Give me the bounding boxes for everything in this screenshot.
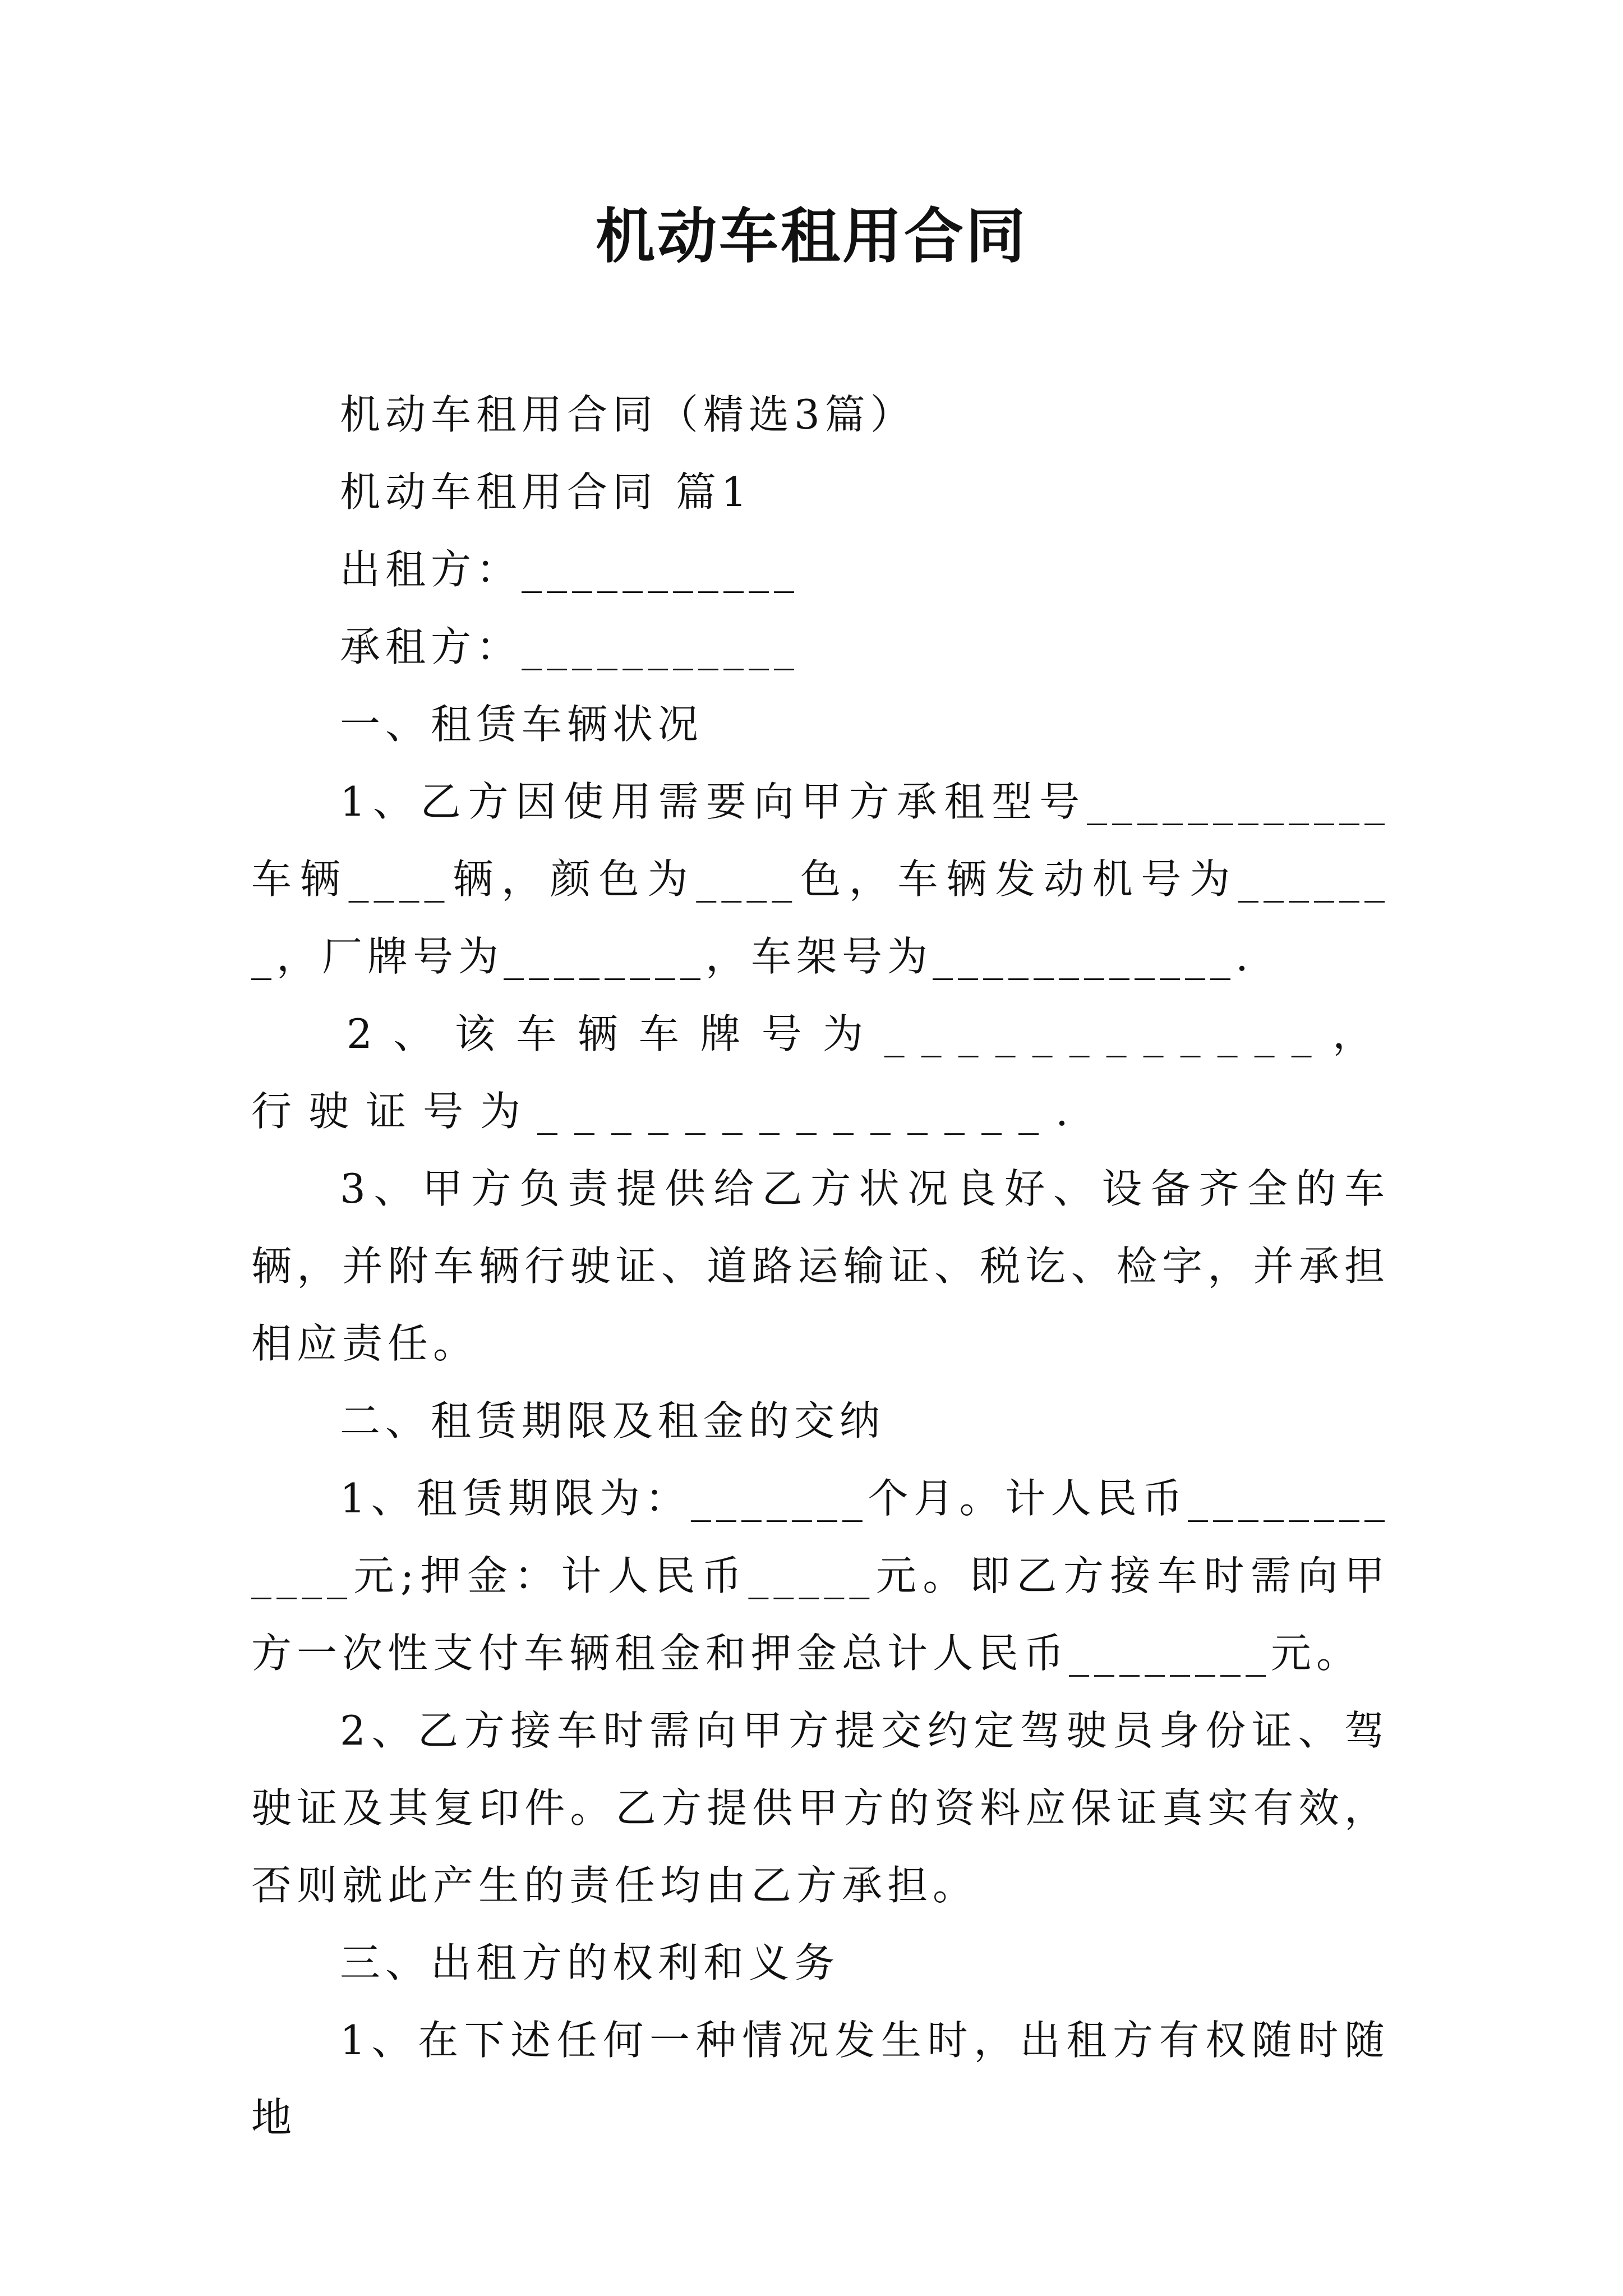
document-title: 机动车租用合同 (596, 202, 1027, 271)
paragraph-part-heading: 机动车租用合同 篇1 (340, 468, 752, 516)
clause-3-1: 1、在下述任何一种情况发生时，出租方有权随时随地 (251, 2017, 1390, 2141)
section-heading-lessor-rights: 三、出租方的权利和义务 (340, 1939, 840, 1986)
paragraph-lessor: 出租方：___________ (340, 546, 800, 593)
paragraph-lessee: 承租方：___________ (340, 623, 800, 670)
document-body (251, 376, 1390, 2156)
section-heading-vehicle: 一、租赁车辆状况 (340, 701, 704, 748)
section-heading-term-rent: 二、租赁期限及租金的交纳 (340, 1397, 886, 1444)
clause-1-3: 3、甲方负责提供给乙方状况良好、设备齐全的车辆，并附车辆行驶证、道路运输证、税讫、检字，并承担相应责任。 (251, 1165, 1390, 1367)
clause-1-1: 1、乙方因使用需要向甲方承租型号____________车辆____辆，颜色为____色，车辆发动机号为_______，厂牌号为________，车架号为____________. (251, 778, 1390, 980)
clause-1-2: 2、该车辆车牌号为____________，行驶证号为______________. (251, 1010, 1390, 1135)
clause-2-2: 2、乙方接车时需向甲方提交约定驾驶员身份证、驾驶证及其复印件。乙方提供甲方的资料应保证真实有效，否则就此产生的责任均由乙方承担。 (251, 1707, 1390, 1909)
paragraph-subtitle: 机动车租用合同（精选3篇） (340, 391, 916, 438)
clause-2-1: 1、租赁期限为：_______个月。计人民币____________元;押金：计人民币_____元。即乙方接车时需向甲方一次性支付车辆租金和押金总计人民币________元。 (251, 1475, 1390, 1677)
